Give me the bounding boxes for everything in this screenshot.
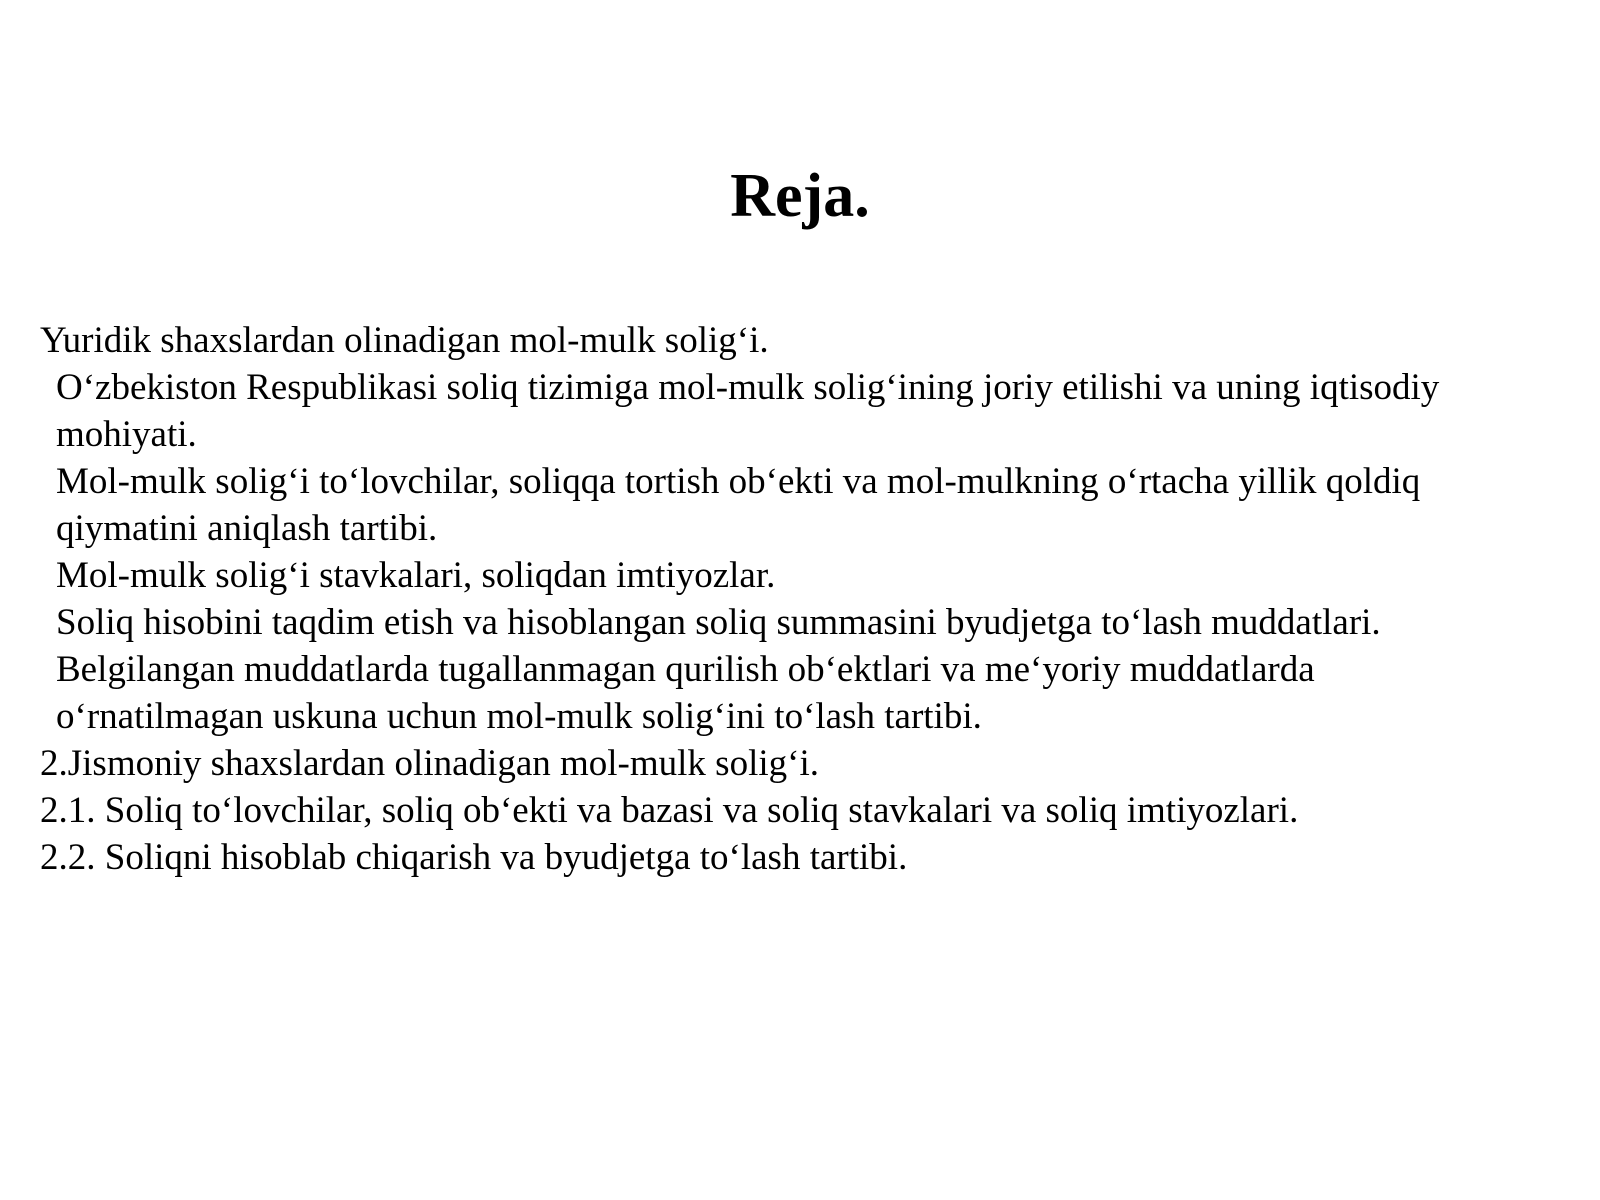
plan-item: 2.2. Soliqni hisoblab chiqarish va byudjetga to‘lash tartibi. bbox=[40, 837, 908, 878]
slide-title: Reja. bbox=[730, 162, 870, 230]
plan-item: Mol-mulk solig‘i to‘lovchilar, soliqqa tortish ob‘ekti va mol-mulkning o‘rtacha yillik qoldiq bbox=[56, 461, 1421, 502]
plan-item: 2.1. Soliq to‘lovchilar, soliq ob‘ekti va bazasi va soliq stavkalari va soliq imtiyozlari. bbox=[40, 790, 1299, 831]
plan-list bbox=[40, 317, 1580, 881]
plan-item-continuation: o‘rnatilmagan uskuna uchun mol-mulk solig‘ini to‘lash tartibi. bbox=[56, 696, 982, 737]
plan-item-continuation: qiymatini aniqlash tartibi. bbox=[56, 508, 438, 549]
plan-item: Mol-mulk solig‘i stavkalari, soliqdan imtiyozlar. bbox=[56, 555, 776, 596]
plan-item: Yuridik shaxslardan olinadigan mol-mulk solig‘i. bbox=[40, 320, 769, 361]
plan-item: O‘zbekiston Respublikasi soliq tizimiga mol-mulk solig‘ining joriy etilishi va uning iqtisodiy bbox=[56, 367, 1440, 408]
plan-item-continuation: mohiyati. bbox=[56, 414, 197, 455]
plan-item: Belgilangan muddatlarda tugallanmagan qurilish ob‘ektlari va me‘yoriy muddatlarda bbox=[56, 649, 1315, 690]
plan-item: Soliq hisobini taqdim etish va hisoblangan soliq summasini byudjetga to‘lash muddatlari. bbox=[56, 602, 1381, 643]
plan-item: 2.Jismoniy shaxslardan olinadigan mol-mulk solig‘i. bbox=[40, 743, 819, 784]
